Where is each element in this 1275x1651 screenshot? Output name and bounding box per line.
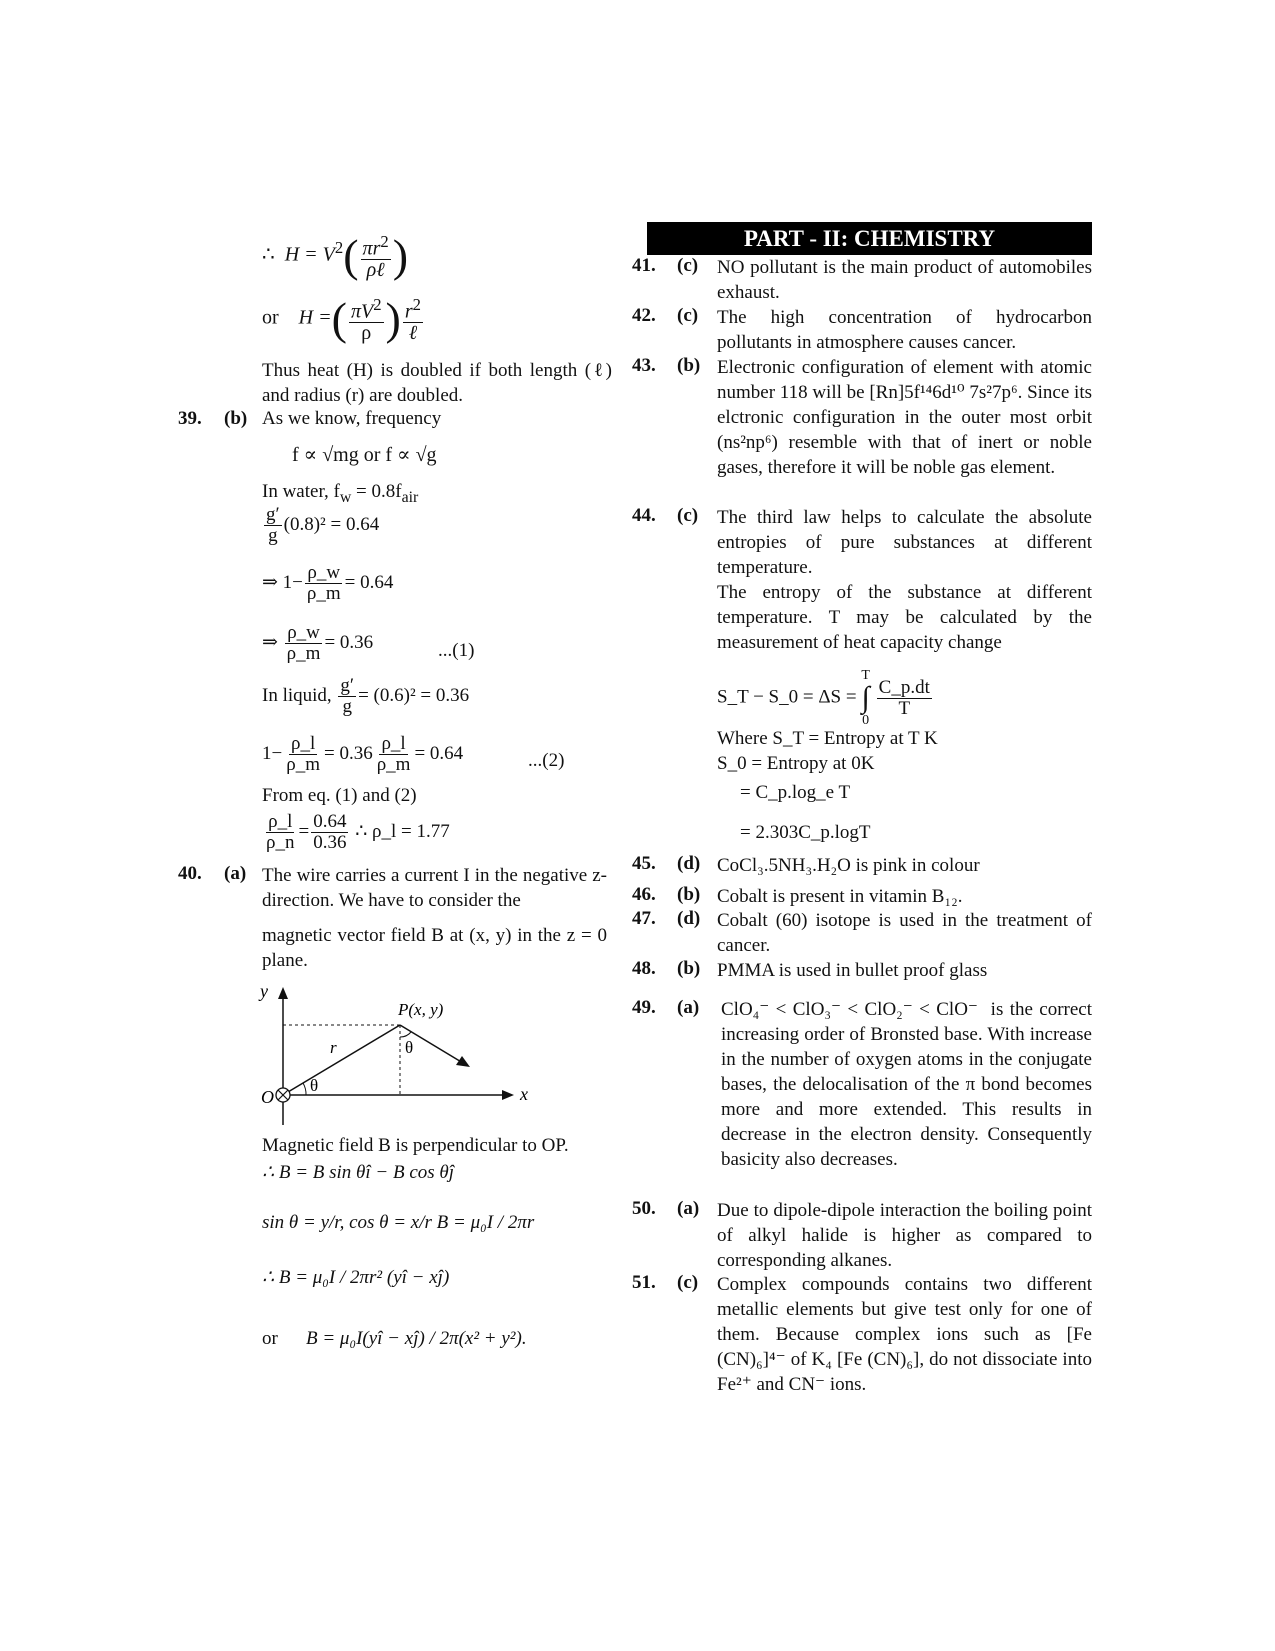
angle-arc-p (400, 1032, 411, 1037)
q40-text2: magnetic vector field B at (x, y) in the z = 0 plane. (262, 925, 607, 971)
q44-number: 44. (632, 505, 656, 526)
q50-number: 50. (632, 1198, 656, 1219)
q51-option: (c) (677, 1272, 699, 1293)
eq-h2: or H =( $\frac{\pi V^2}{\rho}$ ) $\frac{r^2}{\text{ℓ}}$ (262, 292, 421, 344)
q46-text: Cobalt is present in vitamin B₁₂. (717, 886, 963, 907)
q39-eq1: $\frac{g'}{g}$ (0.8)² = 0.64 (266, 504, 380, 546)
q43-number: 43. (632, 355, 656, 376)
q49-option: (a) (677, 997, 700, 1018)
q46-number: 46. (632, 884, 656, 905)
q50-option: (a) (677, 1198, 700, 1219)
eq-h1: ∴ $H = V^2$( $\frac{\pi r^2}{\text{ρℓ}}$ ) (262, 229, 409, 281)
point-label: P(x, y) (398, 1000, 444, 1019)
q47-number: 47. (632, 908, 656, 929)
x-label: x (520, 1084, 528, 1104)
entropy-where4: = 2.303C_p.logT (740, 822, 871, 843)
x-axis-arrow (502, 1090, 514, 1100)
magnetic-field-figure (258, 985, 538, 1135)
q40-b3: B = μ₀I(yî − xĵ) / 2π(x² + y²). (306, 1328, 527, 1349)
q51-number: 51. (632, 1272, 656, 1293)
angle-arc-o (303, 1083, 306, 1095)
r-label: r (330, 1038, 337, 1057)
q40-sincos: sin θ = y/r, cos θ = x/r B = μ₀I / 2πr (262, 1212, 535, 1233)
q43-text: Electronic configuration of element with atomic number 118 will be [Rn]5f¹⁴6d¹⁰ 7s²7p⁶. Since its elctronic configuration in the outer most orbit (ns²np⁶) resemble with that of inert or noble gases, therefore it will be noble gas element. (717, 357, 1092, 478)
q49-text: ClO₄⁻ < ClO₃⁻ < ClO₂⁻ < ClO⁻ is the correct increasing order of Bronsted base. With increase in the number of oxygen atoms in the conjugate bases, the delocalisation of the π bond becomes more and more extended. This results in decrease in the electron density. Consequently basicity also decreases. (721, 999, 1092, 1170)
q40-b3-or: or (262, 1328, 278, 1349)
q50-text: Due to dipole-dipole interaction the boiling point of alkyl halide is higher as compared to corresponding alkanes. (717, 1200, 1092, 1271)
q39-liquid: In liquid, $\frac{g'}{g}$ = (0.6)² = 0.36 (262, 675, 470, 717)
q46-option: (b) (677, 884, 701, 905)
q45-text: CoCl₃.5NH₃.H₂O is pink in colour (717, 855, 980, 876)
q45-number: 45. (632, 853, 656, 874)
q41-number: 41. (632, 255, 656, 276)
q41-text: NO pollutant is the main product of automobiles exhaust. (717, 257, 1092, 303)
entropy-where3: = C_p.log_e T (740, 782, 851, 803)
op-line (283, 1025, 400, 1095)
q49-number: 49. (632, 997, 656, 1018)
q42-option: (c) (677, 305, 699, 326)
y-label: y (260, 985, 268, 1001)
q40-number: 40. (178, 863, 202, 884)
q51-text: Complex compounds contains two different metallic elements but give test only for one of them. Because complex ions such as [Fe (CN)₆]⁴⁻ of K₄ [Fe (CN)₆], do not dissociate into Fe²⁺ and CN⁻ ions. (717, 1274, 1092, 1395)
q40-text1: The wire carries a current I in the negative z-direction. We have to consider the (262, 865, 607, 911)
entropy-where2: S_0 = Entropy at 0K (717, 753, 875, 774)
q39-eq3: ⇒ $\frac{\rho\_w}{\rho\_m}$ = 0.36 (262, 622, 374, 664)
q44-text: The third law helps to calculate the absolute entropies of pure substances at different temperature. (717, 507, 1092, 578)
q42-text: The high concentration of hydrocarbon pollutants in atmosphere causes cancer. (717, 307, 1092, 353)
q39-eq4: 1− $\frac{\rho\_l}{\rho\_m}$ = 0.36 $\frac{\rho\_l}{\rho\_m}$ = 0.64 (262, 733, 464, 775)
q39-line1: As we know, frequency (262, 408, 442, 429)
origin-label: O (261, 1087, 274, 1107)
q39-number: 39. (178, 408, 202, 429)
part-title: PART - II: CHEMISTRY (647, 222, 1092, 255)
q39-from: From eq. (1) and (2) (262, 785, 417, 806)
q39-proportion: f ∝ √mg or f ∝ √g (292, 444, 437, 466)
b-vector-arrow (456, 1056, 470, 1067)
q45-option: (d) (677, 853, 701, 874)
q48-number: 48. (632, 958, 656, 979)
q48-text: PMMA is used in bullet proof glass (717, 960, 988, 981)
q48-option: (b) (677, 958, 701, 979)
entropy-equation: S_T − S_0 = ΔS = T ∫ 0 $\frac{C\_p.dt}{T}$ (717, 668, 930, 728)
q39-result: $\frac{\rho\_l}{\rho\_n}$ = $\frac{0.64}{0.36}$ ∴ ρ_l = 1.77 (266, 811, 450, 853)
q44-option: (c) (677, 505, 699, 526)
theta-p-label: θ (405, 1038, 414, 1057)
q47-option: (d) (677, 908, 701, 929)
q39-option: (b) (224, 408, 248, 429)
q39-eq2: ⇒ 1− $\frac{\rho\_w}{\rho\_m}$ = 0.64 (262, 562, 394, 604)
q44-text2: The entropy of the substance at different temperature. T may be calculated by the measurement of heat capacity change (717, 582, 1092, 653)
q41-option: (c) (677, 255, 699, 276)
q40-b2: ∴ B = μ₀I / 2πr² (yî − xĵ) (262, 1267, 450, 1288)
q40-bexpr: ∴ B = B sin θî − B cos θĵ (262, 1162, 455, 1183)
y-axis-arrow (278, 987, 288, 999)
q40-perp: Magnetic field B is perpendicular to OP. (262, 1135, 569, 1156)
q39-water: In water, $f_w = 0.8f_{air}$ (262, 481, 419, 506)
q40-option: (a) (224, 863, 247, 884)
q39-tag2: ...(2) (528, 750, 565, 771)
entropy-where1: Where S_T = Entropy at T K (717, 728, 938, 749)
q42-number: 42. (632, 305, 656, 326)
q47-text: Cobalt (60) isotope is used in the treatment of cancer. (717, 910, 1092, 956)
thus-text: Thus heat (H) is doubled if both length (ℓ) and radius (r) are doubled. (262, 360, 612, 406)
q43-option: (b) (677, 355, 701, 376)
q39-tag1: ...(1) (438, 640, 475, 661)
theta-o-label: θ (310, 1076, 319, 1095)
